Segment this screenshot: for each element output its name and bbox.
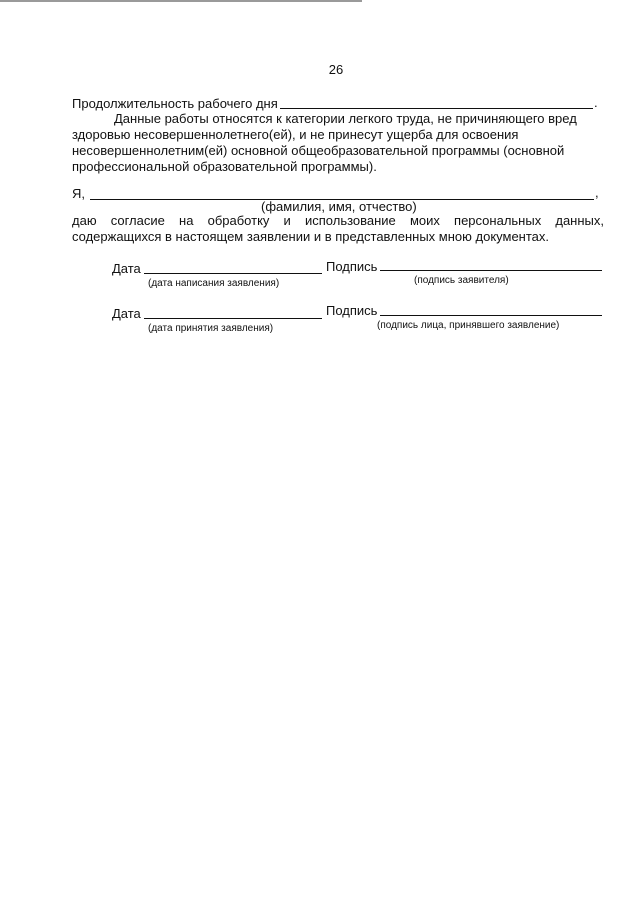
work-duration-label: Продолжительность рабочего дня (72, 96, 278, 111)
signature-field-2[interactable] (380, 315, 602, 316)
date-label-1: Дата (112, 261, 141, 276)
date-caption-1: (дата написания заявления) (148, 278, 280, 289)
signature-field-1[interactable] (380, 270, 602, 271)
signature-label-2: Подпись (326, 303, 378, 318)
signature-caption-2: (подпись лица, принявшего заявление) (377, 320, 560, 331)
work-category-line-1: Данные работы относятся к категории легкого труда, не причиняющего вред (114, 111, 577, 126)
full-name-caption: (фамилия, имя, отчество) (261, 199, 417, 214)
page-number: 26 (328, 62, 344, 77)
work-category-line-3: несовершеннолетним(ей) основной общеобразовательной программы (основной (72, 143, 565, 158)
signature-caption-1: (подпись заявителя) (414, 275, 509, 286)
consent-text-line-2: содержащихся в настоящем заявлении и в представленных мною документах. (72, 229, 550, 244)
date-field-1[interactable] (144, 273, 322, 274)
work-category-line-2: здоровью несовершеннолетнего(ей), и не принесут ущерба для освоения (72, 127, 519, 142)
consent-end-mark: , (595, 185, 599, 200)
work-duration-end-mark: . (594, 95, 598, 110)
consent-text-line-1: даю согласие на обработку и использование моих персональных данных, (72, 213, 604, 228)
date-field-2[interactable] (144, 318, 322, 319)
date-caption-2: (дата принятия заявления) (148, 323, 274, 334)
signature-label-1: Подпись (326, 259, 378, 274)
date-label-2: Дата (112, 306, 141, 321)
work-duration-field[interactable] (280, 108, 593, 109)
work-category-line-4: профессиональной образовательной программы). (72, 159, 377, 174)
scan-edge-line (0, 0, 362, 2)
consent-prefix: Я, (72, 186, 85, 201)
